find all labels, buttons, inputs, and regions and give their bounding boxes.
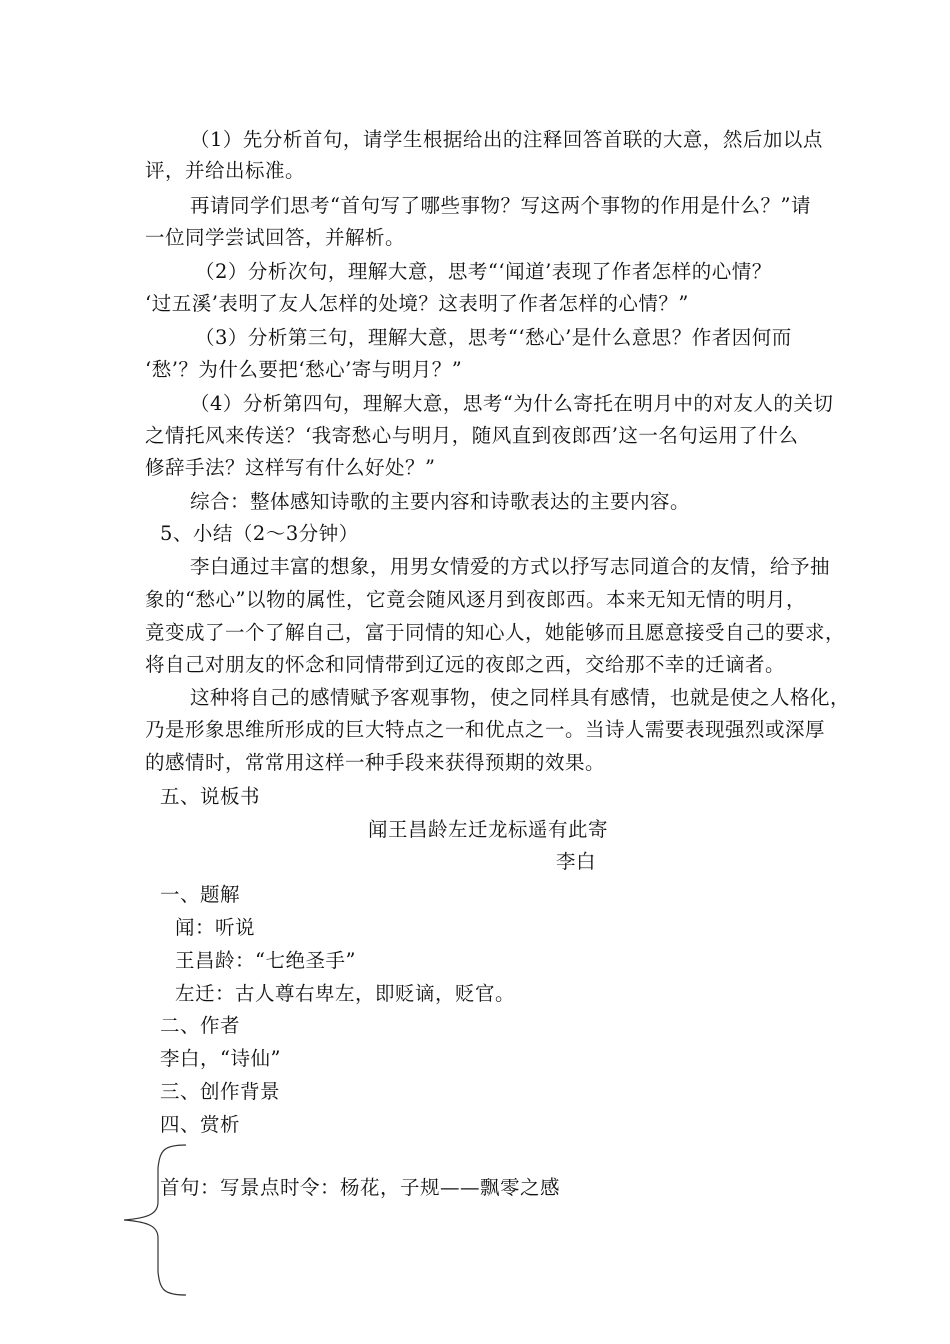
paragraph-line: 之情托风来传送？‘我寄愁心与明月，随风直到夜郎西’这一名句运用了什么 — [145, 424, 799, 447]
board-item: 左迁：古人尊右卑左，即贬谪，贬官。 — [175, 982, 516, 1005]
paragraph-line: 的感情时，常常用这样一种手段来获得预期的效果。 — [145, 751, 606, 774]
paragraph-line: 这种将自己的感情赋予客观事物，使之同样具有感情，也就是使之人格化， — [190, 686, 851, 709]
paragraph-line: 竟变成了一个了解自己，富于同情的知心人，她能够而且愿意接受自己的要求， — [145, 621, 846, 644]
curly-brace — [120, 1140, 190, 1300]
paragraph-line: ‘愁’？为什么要把‘愁心’寄与明月？” — [145, 358, 463, 381]
board-item: 王昌龄：“七绝圣手” — [175, 949, 356, 972]
paragraph-line: 李白通过丰富的想象，用男女情爱的方式以抒写志同道合的友情，给予抽 — [190, 555, 831, 578]
board-heading: 三、创作背景 — [160, 1080, 281, 1103]
paragraph-line: 评，并给出标准。 — [145, 159, 306, 182]
board-title: 闻王昌龄左迁龙标遥有此寄 — [368, 818, 609, 841]
board-item: 首句：写景点时令：杨花，子规——飘零之感 — [160, 1176, 561, 1199]
board-item: 闻：听说 — [175, 916, 256, 939]
section-heading: 五、说板书 — [160, 785, 261, 808]
board-heading: 一、题解 — [160, 883, 241, 906]
paragraph-line: （1）先分析首句，请学生根据给出的注释回答首联的大意，然后加以点 — [190, 128, 823, 151]
section-heading: 5、小结（2～3分钟） — [160, 522, 359, 545]
paragraph-line: 乃是形象思维所形成的巨大特点之一和优点之一。当诗人需要表现强烈或深厚 — [145, 718, 826, 741]
paragraph-line: 综合：整体感知诗歌的主要内容和诗歌表达的主要内容。 — [190, 490, 691, 513]
board-item: 李白，“诗仙” — [160, 1047, 281, 1070]
board-heading: 二、作者 — [160, 1014, 241, 1037]
paragraph-line: （4）分析第四句，理解大意，思考“为什么寄托在明月中的对友人的关切 — [190, 392, 834, 415]
paragraph-line: 将自己对朋友的怀念和同情带到辽远的夜郎之西，交给那不幸的迁谪者。 — [145, 653, 786, 676]
board-heading: 四、赏析 — [160, 1113, 241, 1136]
paragraph-line: 一位同学尝试回答，并解析。 — [145, 226, 406, 249]
board-author: 李白 — [556, 850, 597, 873]
paragraph-line: （2）分析次句，理解大意，思考“‘闻道’表现了作者怎样的心情？ — [195, 260, 772, 283]
paragraph-line: 修辞手法？这样写有什么好处？” — [145, 456, 436, 479]
paragraph-line: 象的“愁心”以物的属性，它竟会随风逐月到夜郎西。本来无知无情的明月， — [145, 588, 806, 611]
paragraph-line: 再请同学们思考“首句写了哪些事物？写这两个事物的作用是什么？”请 — [190, 194, 811, 217]
paragraph-line: ‘过五溪’表明了友人怎样的处境？这表明了作者怎样的心情？” — [145, 292, 689, 315]
paragraph-line: （3）分析第三句，理解大意，思考“‘愁心’是什么意思？作者因何而 — [195, 326, 792, 349]
